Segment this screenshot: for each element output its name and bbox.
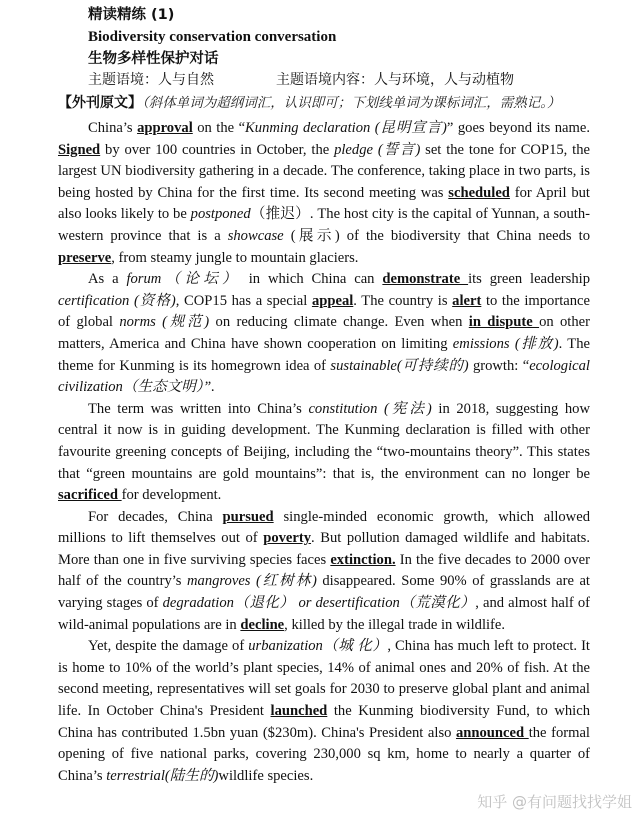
advanced-term: postponed [190,206,251,223]
paragraph-text: The term was written into China’s [88,400,309,417]
article-paragraph [58,118,590,269]
vocab-word: preserve [58,249,112,266]
lesson-label: 精读精练 (1) [88,7,175,23]
paragraph-text: , and almost half of wild-animal populations are in [58,595,590,633]
vocab-note: （斜体单词为超纲词汇，认识即可；下划线单词为课标词汇，需熟记。） [142,95,561,111]
paragraph-text: wildlife species. [218,767,314,784]
article-title-zh: 生物多样性保护对话 [88,51,219,67]
paragraph-text: As a [88,271,127,288]
vocab-word: appeal [311,292,354,309]
advanced-term: sustainable(可持续的) [330,357,469,374]
paragraph-text: For decades, China [88,508,223,525]
paragraph-text: the formal opening of five national parks, covering 230,000 sq km, home to nearly a quarter of China’s [58,724,590,784]
theme-context-content: 主题语境内容：人与环境，人与动植物 [276,72,514,88]
vocab-word: poverty [263,530,312,547]
source-intro [58,93,590,114]
paragraph-text: for development. [121,487,222,504]
paragraph-text: for April but also looks likely to be [58,184,590,223]
advanced-term: pledge (誓言) [334,141,421,158]
paragraph-text: , China has much left to protect. It is home to 10% of the world’s plant species, 14% of animal ones and 20% of fish. At the second meeting, representatives will set goals for 2030 to preserve global plant and animal life. In October China's President [58,638,590,720]
paragraph-text: on reducing climate change. Even when [209,314,469,331]
paragraph-text: China’s [88,120,138,136]
article-title-en: Biodiversity conservation conversation [88,29,337,45]
paragraph-text: in which China can [240,271,383,288]
paragraph-text: its green leadership [468,271,591,288]
paragraph-text: in 2018, suggesting how central it now is in guiding development. The Kunming declaration is filled with other favourite greening concepts of Beijing, including the “two-mountains theory”. This states that “green mountains are gold mountains”: that is, the environment can no longer be [58,400,591,482]
paragraph-text: , COP15 has a special [175,292,312,309]
paragraph-text: Yet, despite the damage of [88,638,249,655]
article-body [58,118,590,787]
advanced-term: urbanization（城 化） [248,638,388,655]
article-paragraph [58,399,590,507]
paragraph-text: . The theme for Kunming is its homegrown idea of [58,335,590,374]
paragraph-text: In the five decades to 2000 over half of the country’s [58,551,590,590]
advanced-term: terrestrial(陆生的) [106,767,219,784]
paragraph-text: , from steamy jungle to mountain glaciers. [111,249,359,266]
vocab-word: pursued [222,508,274,525]
advanced-term: Kunming declaration (昆明宣言) [245,120,447,136]
document-page [58,4,590,787]
paragraph-text: disappeared. Some 90% of grasslands are at varying stages of [58,573,590,612]
vocab-word: demonstrate [382,271,469,288]
paragraph-text: the Kunming biodiversity Fund, to which China has contributed 1.5bn yuan ($230m). China's President also [58,703,591,741]
paragraph-text: ” goes beyond its name. [446,120,590,136]
advanced-term: mangroves (红树林) [186,573,317,590]
paragraph-text: (展示) of the biodiversity that China needs to [283,227,591,244]
advanced-term: norms (规范) [119,314,210,331]
paragraph-text: . But pollution damaged wildlife and habitats. More than one in five surviving species faces [58,530,590,568]
vocab-word: extinction. [330,551,396,568]
vocab-word: announced [455,724,529,741]
advanced-term: degradation（退化） or desertification（荒漠化） [162,595,476,612]
vocab-word: scheduled [448,184,510,201]
paragraph-text: to the importance of global [58,292,591,331]
theme-context: 主题语境：人与自然 [88,72,214,88]
vocab-word: launched [270,703,328,720]
advanced-term: certification (资格) [58,292,176,309]
vocab-word: approval [137,120,193,136]
paragraph-text: single-minded economic growth, which allowed millions to lift themselves out of [58,508,590,547]
advanced-term: constitution (宪法) [308,400,432,417]
article-paragraph [58,636,590,787]
paragraph-text: growth: “ [468,357,530,374]
vocab-word: in dispute [468,314,540,331]
advanced-term: ecological civilization（生态文明）”. [58,357,590,396]
paragraph-text: （推迟）. The host city is the capital of Yunnan, a south-western province that is a [58,206,590,244]
paragraph-text: by over 100 countries in October, the [100,141,335,158]
paragraph-text: set the tone for COP15, the largest UN biodiversity gathering in a decade. The conference, taking place in two parts, is being hosted by China for the first time. Its second meeting was [58,141,590,201]
paragraph-text: on other matters, America and China have shown cooperation on limiting [58,314,590,352]
watermark: 知乎 @有问题找找学姐 [477,793,632,811]
vocab-word: Signed [58,141,101,158]
theme-context-line [88,70,590,91]
paragraph-text: , killed by the illegal trade in wildlife. [284,616,506,633]
vocab-word: sacrificed [58,487,122,504]
paragraph-text: on the “ [192,120,246,136]
article-paragraph [58,269,590,399]
advanced-term: forum（论坛） [126,271,241,288]
vocab-word: decline [240,616,285,633]
advanced-term: emissions (排放) [452,335,559,352]
source-tag: 【外刊原文】 [58,95,142,111]
article-paragraph [58,507,590,637]
advanced-term: showcase [227,227,284,244]
vocab-word: alert [452,292,482,309]
paragraph-text: . The country is [353,292,453,309]
